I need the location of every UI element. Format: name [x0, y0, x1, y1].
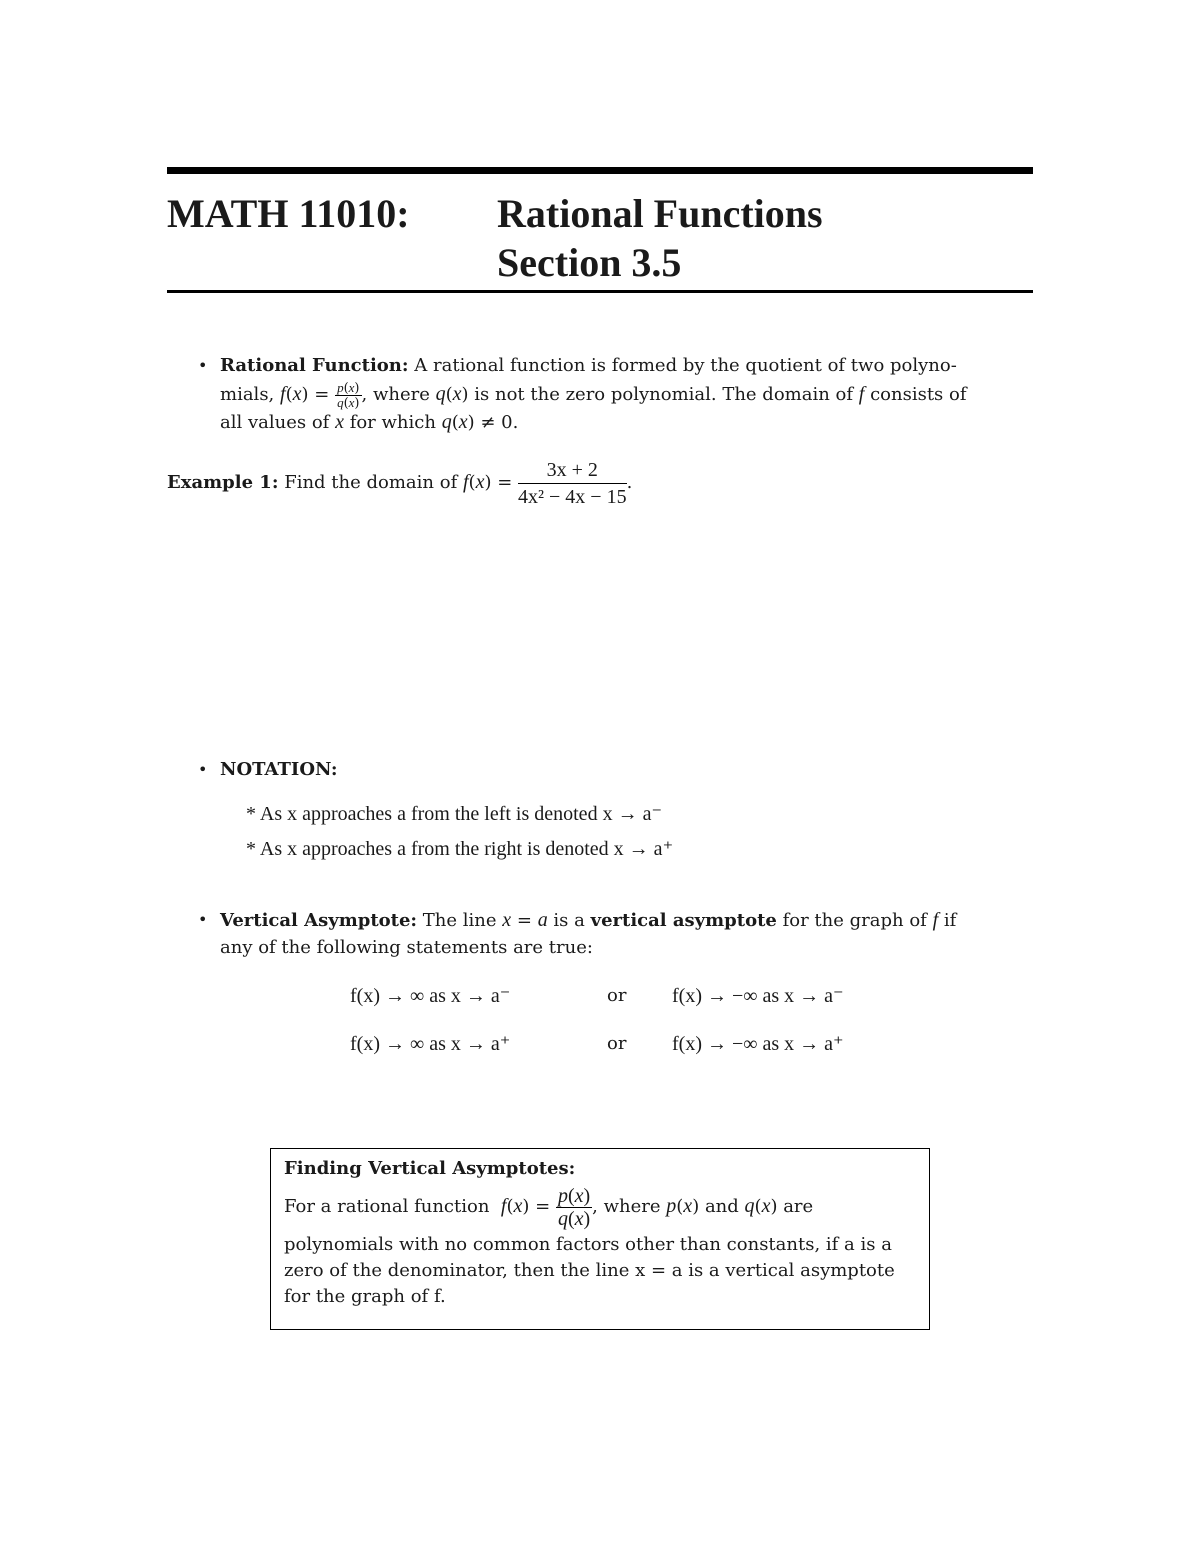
va-row2-left: f(x) → ∞ as x → a⁺ [350, 1033, 511, 1055]
example-denominator: 4x² − 4x − 15 [518, 485, 627, 508]
definition-term: Rational Function: [220, 355, 409, 376]
notation-heading: NOTATION: [220, 759, 338, 780]
definition-text-2c: is not the zero polynomial. The domain of [474, 384, 854, 405]
va-row1-right: f(x) → −∞ as x → a⁻ [672, 985, 844, 1007]
box-text-d: are [783, 1196, 814, 1217]
va-row1-left: f(x) → ∞ as x → a⁻ [350, 985, 511, 1007]
header-top-rule [167, 167, 1033, 174]
definition-line-1 [220, 352, 957, 380]
box-fraction: $\frac{p(x)}{q(x)}$ [557, 1184, 591, 1230]
va-text-c: for the graph of [782, 910, 927, 931]
box-line-2: polynomials with no common factors other than constants, if a is a [284, 1234, 892, 1255]
definition-text-3b: for which [349, 412, 436, 433]
box-line-4: for the graph of f. [284, 1286, 446, 1307]
notation-right: * As x approaches a from the right is denoted x → a⁺ [246, 838, 674, 860]
definition-line-3: all values of x for which q(x) ≠ 0. [220, 411, 519, 433]
bullet-icon: • [198, 760, 208, 779]
va-line-1: Vertical Asymptote: The line x = a is a vertical asymptote for the graph of f if [220, 909, 957, 931]
topic-title: Rational Functions [497, 191, 823, 236]
box-line-1: For a rational function f(x) = $\frac{p(x)}{q(x)}$ , where p(x) and q(x) are [284, 1184, 814, 1230]
example-numerator: 3x + 2 [518, 457, 627, 484]
definition-text-2a: mials, [220, 384, 275, 405]
box-text-a: For a rational function [284, 1196, 490, 1217]
definition-text-3c: ≠ 0. [480, 412, 519, 433]
va-row2-right: f(x) → −∞ as x → a⁺ [672, 1033, 844, 1055]
va-bold-term: vertical asymptote [590, 910, 777, 931]
example-label: Example 1: [167, 472, 279, 493]
bullet-icon: • [198, 356, 208, 375]
example-1: Example 1: Find the domain of f(x) = $\frac{3x + 2}{\text{4x² − 4x − 15}}$ . [167, 458, 633, 508]
pq-fraction: $\frac{p(x)}{q(x)}$ [337, 379, 360, 411]
va-text-d: if [943, 910, 957, 931]
definition-text-3a: all values of [220, 412, 330, 433]
header-bottom-rule [167, 290, 1033, 293]
course-number: MATH 11010: [167, 191, 410, 236]
box-text-b: , where [592, 1196, 661, 1217]
box-text-c: and [704, 1196, 739, 1217]
definition-text-2d: consists of [870, 384, 967, 405]
bullet-icon: • [198, 910, 208, 929]
definition-text-2b: , where [361, 384, 430, 405]
definition-line-2: mials, f(x) = $\frac{p(x)}{q(x)}$ , where q(x) is not the zero polynomial. The domain of f consists of [220, 379, 967, 411]
va-row1-or: or [607, 985, 627, 1006]
section-title: Section 3.5 [497, 240, 682, 285]
va-text-a: The line [422, 910, 497, 931]
va-row2-or: or [607, 1033, 627, 1054]
box-heading: Finding Vertical Asymptotes: [284, 1158, 576, 1179]
va-term: Vertical Asymptote: [220, 910, 418, 931]
va-line-2: any of the following statements are true: [220, 937, 593, 958]
example-text: Find the domain of [284, 472, 458, 493]
example-fraction [518, 457, 627, 510]
va-text-b: is a [553, 910, 585, 931]
box-line-3: zero of the denominator, then the line x = a is a vertical asymptote [284, 1260, 895, 1281]
definition-text-1: A rational function is formed by the quotient of two polyno- [414, 355, 957, 376]
notation-left: * As x approaches a from the left is denoted x → a⁻ [246, 803, 662, 825]
